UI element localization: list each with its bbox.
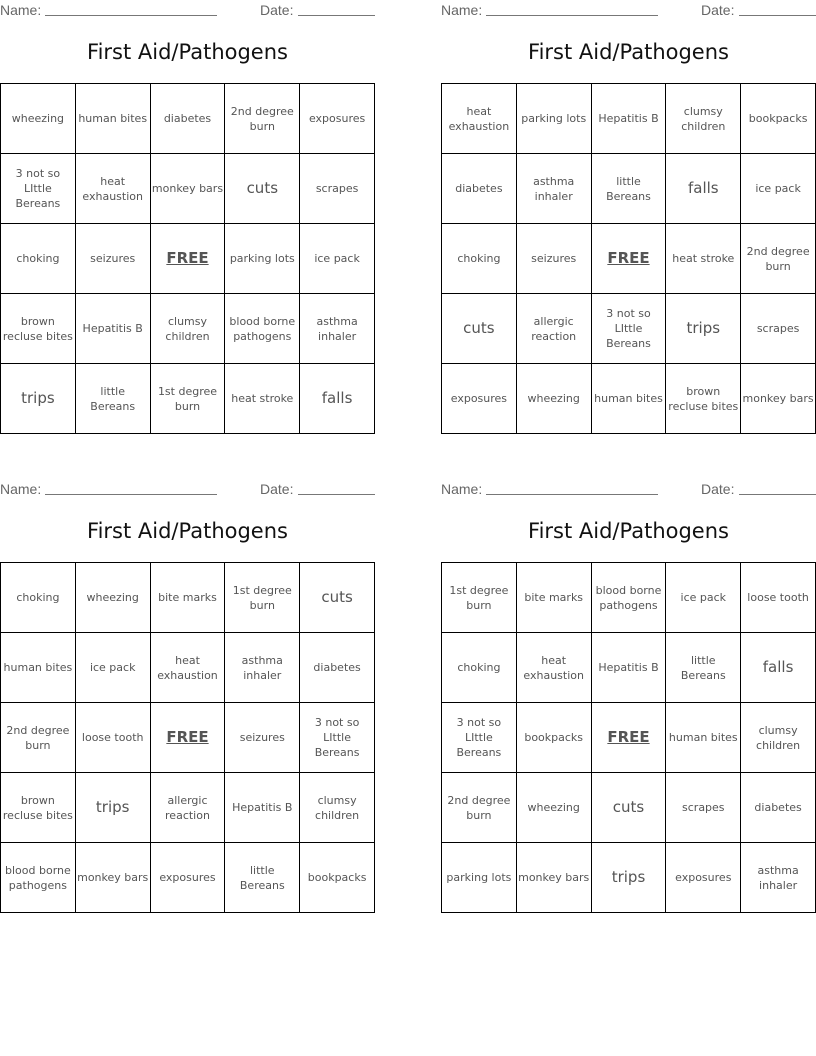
bingo-card-2: [441, 0, 816, 435]
bingo-cell: clumsy children: [300, 773, 375, 843]
bingo-cell: 2nd degree burn: [741, 224, 816, 294]
bingo-cell: wheezing: [517, 364, 592, 434]
free-space: FREE: [151, 703, 226, 773]
bingo-cell: Hepatitis B: [592, 633, 667, 703]
bingo-cell: Hepatitis B: [225, 773, 300, 843]
bingo-cell: bite marks: [517, 563, 592, 633]
bingo-cell: human bites: [666, 703, 741, 773]
bingo-cell: monkey bars: [741, 364, 816, 434]
name-label: Name:: [441, 2, 483, 18]
bingo-cell: heat exhaustion: [151, 633, 226, 703]
bingo-cell: asthma inhaler: [517, 154, 592, 224]
bingo-cell: 1st degree burn: [151, 364, 226, 434]
bingo-cell: asthma inhaler: [225, 633, 300, 703]
date-line: [298, 494, 375, 495]
bingo-cell: ice pack: [300, 224, 375, 294]
bingo-cell: monkey bars: [151, 154, 226, 224]
bingo-cell: 3 not so LIttle Bereans: [442, 703, 517, 773]
bingo-cell: bookpacks: [741, 84, 816, 154]
bingo-cell: little Bereans: [225, 843, 300, 913]
bingo-cell: parking lots: [517, 84, 592, 154]
date-label: Date:: [260, 481, 294, 497]
bingo-cell: monkey bars: [76, 843, 151, 913]
bingo-cell: heat exhaustion: [76, 154, 151, 224]
card-title: First Aid/Pathogens: [87, 40, 288, 64]
bingo-cell: diabetes: [741, 773, 816, 843]
bingo-cell: scrapes: [666, 773, 741, 843]
bingo-cell: exposures: [442, 364, 517, 434]
bingo-cell: heat exhaustion: [442, 84, 517, 154]
bingo-cell: exposures: [300, 84, 375, 154]
bingo-cell: 1st degree burn: [225, 563, 300, 633]
bingo-card-4: [441, 479, 816, 914]
bingo-cell: human bites: [1, 633, 76, 703]
bingo-cell: little Bereans: [666, 633, 741, 703]
card-title: First Aid/Pathogens: [87, 519, 288, 543]
date-line: [298, 15, 375, 16]
date-label: Date:: [701, 481, 735, 497]
bingo-cell: exposures: [666, 843, 741, 913]
bingo-cell: diabetes: [151, 84, 226, 154]
bingo-grid: [441, 562, 816, 913]
date-line: [739, 494, 816, 495]
bingo-cell: human bites: [76, 84, 151, 154]
bingo-cell: exposures: [151, 843, 226, 913]
name-date-header: [0, 479, 375, 501]
bingo-cell: bookpacks: [517, 703, 592, 773]
bingo-cell: seizures: [225, 703, 300, 773]
bingo-cell: falls: [741, 633, 816, 703]
bingo-cell: bite marks: [151, 563, 226, 633]
name-date-header: [0, 0, 375, 22]
free-space: FREE: [592, 224, 667, 294]
bingo-cell: seizures: [76, 224, 151, 294]
bingo-cell: blood borne pathogens: [592, 563, 667, 633]
bingo-cell: wheezing: [1, 84, 76, 154]
name-line: [486, 15, 658, 16]
bingo-cell: cuts: [592, 773, 667, 843]
bingo-grid: [0, 83, 375, 434]
bingo-cell: trips: [666, 294, 741, 364]
date-line: [739, 15, 816, 16]
bingo-cell: cuts: [300, 563, 375, 633]
bingo-cell: scrapes: [741, 294, 816, 364]
free-space: FREE: [592, 703, 667, 773]
bingo-cell: blood borne pathogens: [225, 294, 300, 364]
bingo-cell: heat exhaustion: [517, 633, 592, 703]
bingo-cell: little Bereans: [592, 154, 667, 224]
name-date-header: [441, 0, 816, 22]
bingo-cell: loose tooth: [76, 703, 151, 773]
bingo-cell: scrapes: [300, 154, 375, 224]
bingo-cell: Hepatitis B: [592, 84, 667, 154]
bingo-cell: diabetes: [442, 154, 517, 224]
bingo-cell: clumsy children: [151, 294, 226, 364]
bingo-card-1: [0, 0, 375, 435]
bingo-cell: choking: [1, 563, 76, 633]
bingo-cell: heat stroke: [225, 364, 300, 434]
bingo-card-3: [0, 479, 375, 914]
bingo-cell: ice pack: [76, 633, 151, 703]
bingo-cell: choking: [1, 224, 76, 294]
name-label: Name:: [441, 481, 483, 497]
bingo-cell: allergic reaction: [151, 773, 226, 843]
bingo-cell: diabetes: [300, 633, 375, 703]
bingo-cell: 3 not so LIttle Bereans: [592, 294, 667, 364]
bingo-cell: blood borne pathogens: [1, 843, 76, 913]
bingo-cell: trips: [1, 364, 76, 434]
bingo-cell: monkey bars: [517, 843, 592, 913]
name-line: [486, 494, 658, 495]
bingo-cell: loose tooth: [741, 563, 816, 633]
name-line: [45, 15, 217, 16]
bingo-cell: falls: [300, 364, 375, 434]
bingo-cell: bookpacks: [300, 843, 375, 913]
bingo-cell: 2nd degree burn: [225, 84, 300, 154]
bingo-cell: brown recluse bites: [1, 294, 76, 364]
bingo-cell: 1st degree burn: [442, 563, 517, 633]
bingo-cell: trips: [592, 843, 667, 913]
bingo-cell: falls: [666, 154, 741, 224]
name-date-header: [441, 479, 816, 501]
name-label: Name:: [0, 481, 42, 497]
card-title: First Aid/Pathogens: [528, 40, 729, 64]
bingo-cell: wheezing: [76, 563, 151, 633]
bingo-cell: heat stroke: [666, 224, 741, 294]
date-label: Date:: [701, 2, 735, 18]
name-line: [45, 494, 217, 495]
bingo-grid: [441, 83, 816, 434]
bingo-cell: cuts: [442, 294, 517, 364]
date-label: Date:: [260, 2, 294, 18]
bingo-cell: trips: [76, 773, 151, 843]
bingo-cell: ice pack: [741, 154, 816, 224]
free-space: FREE: [151, 224, 226, 294]
card-title: First Aid/Pathogens: [528, 519, 729, 543]
bingo-cell: human bites: [592, 364, 667, 434]
bingo-grid: [0, 562, 375, 913]
bingo-cell: asthma inhaler: [741, 843, 816, 913]
bingo-cell: ice pack: [666, 563, 741, 633]
bingo-cell: brown recluse bites: [1, 773, 76, 843]
bingo-cell: brown recluse bites: [666, 364, 741, 434]
bingo-cell: 3 not so LIttle Bereans: [300, 703, 375, 773]
bingo-cell: choking: [442, 224, 517, 294]
bingo-cell: cuts: [225, 154, 300, 224]
bingo-cell: 2nd degree burn: [442, 773, 517, 843]
name-label: Name:: [0, 2, 42, 18]
bingo-cell: seizures: [517, 224, 592, 294]
bingo-cell: Hepatitis B: [76, 294, 151, 364]
bingo-cell: 3 not so LIttle Bereans: [1, 154, 76, 224]
bingo-cell: asthma inhaler: [300, 294, 375, 364]
bingo-cell: little Bereans: [76, 364, 151, 434]
bingo-cell: 2nd degree burn: [1, 703, 76, 773]
bingo-cell: clumsy children: [741, 703, 816, 773]
bingo-cell: clumsy children: [666, 84, 741, 154]
bingo-cell: parking lots: [442, 843, 517, 913]
bingo-cell: allergic reaction: [517, 294, 592, 364]
bingo-cell: parking lots: [225, 224, 300, 294]
bingo-cell: wheezing: [517, 773, 592, 843]
bingo-cell: choking: [442, 633, 517, 703]
